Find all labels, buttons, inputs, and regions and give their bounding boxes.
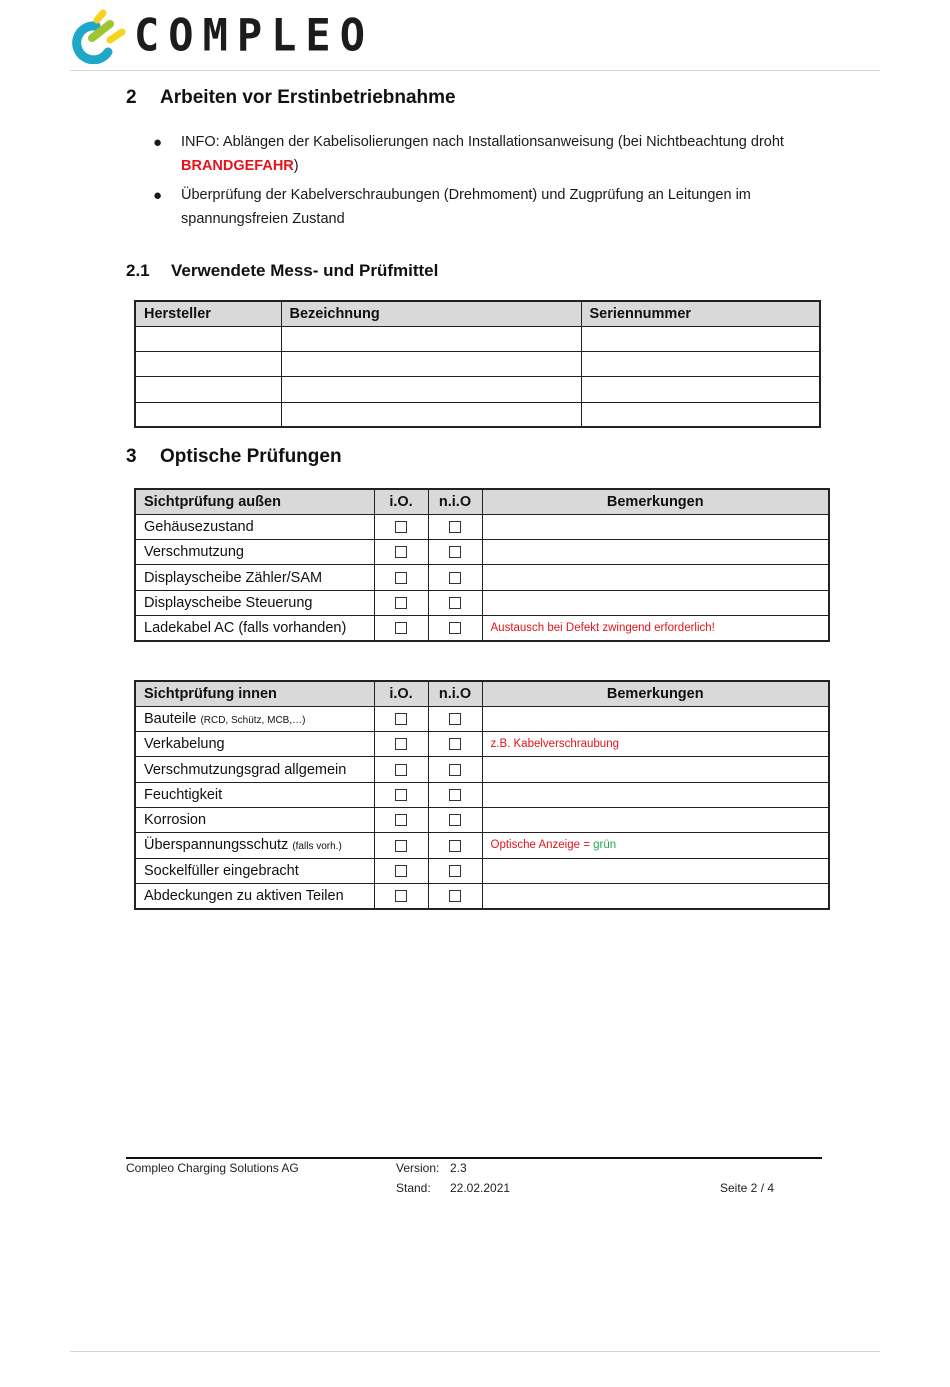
nio-cell	[428, 590, 482, 615]
row-label: Ladekabel AC (falls vorhanden)	[135, 615, 374, 640]
remarks-cell[interactable]	[482, 782, 829, 807]
remarks-cell[interactable]	[482, 807, 829, 832]
remark-status-text: grün	[593, 839, 617, 852]
column-header: Seriennummer	[581, 301, 820, 326]
io-checkbox[interactable]	[395, 622, 407, 634]
footer-page-number: Seite 2 / 4	[720, 1181, 775, 1195]
io-checkbox[interactable]	[395, 597, 407, 609]
nio-cell	[428, 732, 482, 757]
row-label: Sockelfüller eingebracht	[135, 858, 374, 883]
table-header-row	[135, 301, 820, 326]
row-label: Verkabelung	[135, 732, 374, 757]
io-checkbox[interactable]	[395, 840, 407, 852]
io-checkbox[interactable]	[395, 572, 407, 584]
input-cell[interactable]	[135, 402, 281, 427]
nio-cell	[428, 782, 482, 807]
table-row	[135, 883, 829, 908]
io-checkbox[interactable]	[395, 738, 407, 750]
io-cell	[374, 732, 428, 757]
nio-checkbox[interactable]	[449, 572, 461, 584]
io-cell	[374, 782, 428, 807]
io-cell	[374, 706, 428, 731]
footer-version: 2.3	[450, 1161, 467, 1175]
nio-checkbox[interactable]	[449, 521, 461, 533]
footer-stand-label: Stand:	[396, 1181, 431, 1195]
nio-checkbox[interactable]	[449, 622, 461, 634]
row-label: Gehäusezustand	[135, 514, 374, 539]
nio-checkbox[interactable]	[449, 789, 461, 801]
bullet-icon: ●	[153, 187, 163, 204]
row-label: Displayscheibe Steuerung	[135, 590, 374, 615]
input-cell[interactable]	[581, 377, 820, 402]
input-cell[interactable]	[281, 377, 581, 402]
row-label: Korrosion	[135, 807, 374, 832]
list-item	[150, 184, 810, 231]
header-divider	[70, 70, 880, 71]
measurement-equipment-table	[134, 300, 821, 428]
row-label: Feuchtigkeit	[135, 782, 374, 807]
remarks-cell[interactable]	[482, 514, 829, 539]
remarks-cell[interactable]	[482, 883, 829, 908]
list-item: ● INFO: Ablängen der Kabelisolierungen nach Installationsanweisung (bei Nichtbeachtung droht BRANDGEFAHR)	[150, 131, 810, 178]
row-label: Verschmutzungsgrad allgemein	[135, 757, 374, 782]
table-row[interactable]	[135, 377, 820, 402]
remarks-cell[interactable]	[482, 732, 829, 757]
footer-version-label: Version:	[396, 1161, 440, 1175]
section-number: 2	[126, 87, 137, 108]
nio-cell	[428, 514, 482, 539]
io-cell	[374, 807, 428, 832]
row-label-hint: (falls vorh.)	[292, 841, 342, 853]
remarks-cell[interactable]	[482, 706, 829, 731]
column-header: n.i.O	[428, 681, 482, 706]
column-header: Bemerkungen	[482, 489, 829, 514]
table-row	[135, 590, 829, 615]
nio-checkbox[interactable]	[449, 738, 461, 750]
external-inspection-table	[134, 488, 830, 642]
input-cell[interactable]	[581, 352, 820, 377]
section-number: 3	[126, 446, 137, 467]
row-label: Bauteile (RCD, Schütz, MCB,…)	[135, 706, 374, 731]
nio-cell	[428, 615, 482, 640]
input-cell[interactable]	[581, 326, 820, 351]
nio-cell	[428, 540, 482, 565]
input-cell[interactable]	[135, 352, 281, 377]
column-header: Sichtprüfung außen	[135, 489, 374, 514]
table-row[interactable]	[135, 352, 820, 377]
row-label: Verschmutzung	[135, 540, 374, 565]
bullet-list	[150, 131, 810, 237]
nio-cell	[428, 883, 482, 908]
nio-cell	[428, 858, 482, 883]
table-header-row	[135, 681, 829, 706]
section-2-heading	[126, 87, 456, 109]
nio-checkbox[interactable]	[449, 546, 461, 558]
remarks-cell[interactable]	[482, 590, 829, 615]
table-row	[135, 540, 829, 565]
remarks-cell[interactable]	[482, 833, 829, 858]
table-row[interactable]	[135, 326, 820, 351]
table-row	[135, 782, 829, 807]
table-row	[135, 706, 829, 731]
section-title: Arbeiten vor Erstinbetriebnahme	[160, 87, 456, 108]
nio-cell	[428, 706, 482, 731]
column-header: Hersteller	[135, 301, 281, 326]
input-cell[interactable]	[581, 402, 820, 427]
remarks-cell[interactable]	[482, 565, 829, 590]
nio-cell	[428, 757, 482, 782]
section-number: 2.1	[126, 261, 150, 280]
io-checkbox[interactable]	[395, 764, 407, 776]
column-header: i.O.	[374, 489, 428, 514]
nio-cell	[428, 565, 482, 590]
io-cell	[374, 833, 428, 858]
nio-checkbox[interactable]	[449, 840, 461, 852]
section-title: Optische Prüfungen	[160, 446, 342, 467]
table-row[interactable]	[135, 402, 820, 427]
row-label: Überspannungsschutz (falls vorh.)	[135, 833, 374, 858]
input-cell[interactable]	[135, 377, 281, 402]
nio-cell	[428, 833, 482, 858]
io-cell	[374, 883, 428, 908]
table-row	[135, 807, 829, 832]
io-cell	[374, 615, 428, 640]
section-title: Verwendete Mess- und Prüfmittel	[171, 261, 439, 280]
table-row	[135, 514, 829, 539]
table-header-row	[135, 489, 829, 514]
io-cell	[374, 757, 428, 782]
io-checkbox[interactable]	[395, 521, 407, 533]
io-cell	[374, 565, 428, 590]
input-cell[interactable]	[281, 402, 581, 427]
input-cell[interactable]	[135, 326, 281, 351]
column-header: Bemerkungen	[482, 681, 829, 706]
bullet-text: INFO: Ablängen der Kabelisolierungen nach Installationsanweisung (bei Nichtbeachtung droht	[181, 134, 784, 150]
logo-wordmark: COMPLEO	[134, 9, 375, 62]
column-header: Sichtprüfung innen	[135, 681, 374, 706]
nio-checkbox[interactable]	[449, 814, 461, 826]
row-label-hint: (RCD, Schütz, MCB,…)	[200, 714, 306, 726]
section-2-1-heading	[126, 261, 438, 281]
remarks-cell[interactable]	[482, 757, 829, 782]
warning-text: BRANDGEFAHR	[181, 157, 294, 174]
remarks-cell[interactable]	[482, 540, 829, 565]
row-label: Abdeckungen zu aktiven Teilen	[135, 883, 374, 908]
compleo-logo	[70, 8, 374, 64]
column-header: n.i.O	[428, 489, 482, 514]
input-cell[interactable]	[281, 326, 581, 351]
table-row	[135, 833, 829, 858]
section-3-heading	[126, 446, 342, 468]
table-row	[135, 757, 829, 782]
bullet-text: Überprüfung der Kabelverschraubungen (Drehmoment) und Zugprüfung an Leitungen im spannungsfreien Zustand	[181, 187, 751, 227]
footer-company: Compleo Charging Solutions AG	[126, 1161, 299, 1175]
nio-checkbox[interactable]	[449, 890, 461, 902]
table-row	[135, 565, 829, 590]
remarks-cell[interactable]	[482, 858, 829, 883]
remarks-cell[interactable]	[482, 615, 829, 640]
io-checkbox[interactable]	[395, 865, 407, 877]
io-checkbox[interactable]	[395, 713, 407, 725]
compleo-logo-icon	[70, 8, 132, 64]
row-label: Displayscheibe Zähler/SAM	[135, 565, 374, 590]
bullet-icon: ●	[153, 134, 163, 151]
footer-divider	[126, 1157, 822, 1159]
table-row	[135, 858, 829, 883]
table-row	[135, 732, 829, 757]
page-bottom-divider	[70, 1351, 880, 1352]
io-cell	[374, 858, 428, 883]
nio-checkbox[interactable]	[449, 713, 461, 725]
input-cell[interactable]	[281, 352, 581, 377]
io-cell	[374, 514, 428, 539]
nio-checkbox[interactable]	[449, 597, 461, 609]
nio-checkbox[interactable]	[449, 764, 461, 776]
nio-checkbox[interactable]	[449, 865, 461, 877]
column-header: i.O.	[374, 681, 428, 706]
io-checkbox[interactable]	[395, 814, 407, 826]
remark-text: Austausch bei Defekt zwingend erforderlich!	[490, 621, 715, 634]
io-checkbox[interactable]	[395, 546, 407, 558]
io-checkbox[interactable]	[395, 789, 407, 801]
io-cell	[374, 540, 428, 565]
remark-text: Optische Anzeige =	[490, 839, 594, 852]
table-row	[135, 615, 829, 640]
remark-text: z.B. Kabelverschraubung	[490, 738, 619, 751]
column-header: Bezeichnung	[281, 301, 581, 326]
io-cell	[374, 590, 428, 615]
io-checkbox[interactable]	[395, 890, 407, 902]
nio-cell	[428, 807, 482, 832]
internal-inspection-table	[134, 680, 830, 910]
footer-stand: 22.02.2021	[450, 1181, 511, 1195]
